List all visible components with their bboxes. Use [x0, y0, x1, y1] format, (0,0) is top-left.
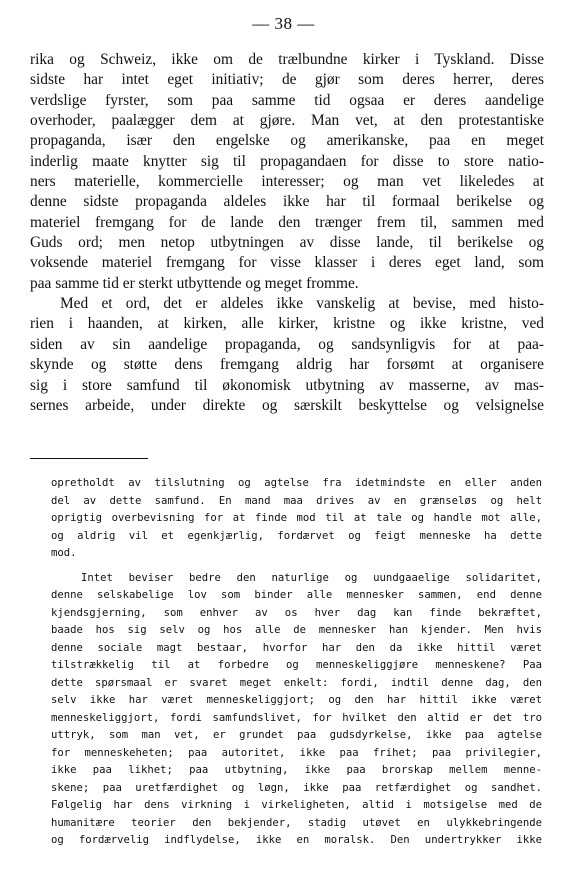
footnote-line: Intet beviser bedre den naturlige og uundgaaelige solidaritet,	[81, 571, 542, 584]
text-line: propaganda, især den engelske og amerikanske, paa en meget	[30, 132, 544, 150]
text-line: rien i haanden, at kirken, alle kirker, kristne og ikke kristne, ved	[30, 315, 544, 333]
footnote-line: opretholdt av tilslutning og agtelse fra idetmindste en eller anden	[51, 477, 542, 489]
text-line: Guds ord; men netop utbytningen av disse lande, til berikelse og	[30, 234, 544, 252]
text-line: sig i store samfund til økonomisk utbytning av masserne, av mas-	[30, 376, 544, 394]
footnote-line: menneskeliggjort, fordi samfundslivet, for hvilket den altid er det tro	[51, 711, 542, 724]
text-line: sidste har intet eget initiativ; de gjør som deres herrer, deres	[30, 71, 544, 89]
text-line: inderlig maate knytter sig til propagandaen for disse to store natio-	[30, 152, 544, 170]
text-line: paa samme tid er sterkt utbyttende og meget fromme.	[30, 274, 359, 292]
footnote-line: ikke paa likhet; paa utbytning, ikke paa brorskap mellem menne-	[51, 764, 542, 776]
footnote-line: og fordærvelig indflydelse, ikke en moralsk. Den undertrykker ikke	[51, 834, 542, 846]
footnote-paragraph	[51, 475, 542, 563]
page-number: — 38 —	[252, 14, 315, 33]
footnote-line: skene; paa uretfærdighet og løgn, ikke paa retfærdighet og sandhet.	[51, 781, 542, 794]
text-line: Med et ord, det er aldeles ikke vanskelig at bevise, med histo-	[60, 295, 544, 313]
footnote-line: dette spørsmaal er svaret meget enkelt: fordi, indtil denne dag, den	[51, 676, 542, 689]
footnote-text	[51, 475, 542, 850]
text-line: denne sidste propaganda aldeles ikke har til formaal berikelse og	[30, 193, 544, 211]
text-line: materiel fremgang for de lande den trænger frem til, sammen med	[30, 213, 544, 231]
paragraph	[30, 50, 544, 294]
text-line: siden av sin aandelige propaganda, og sandsynligvis for at paa-	[30, 335, 544, 353]
footnote-line: selv ikke har været menneskeliggjort; og den har hittil ikke været	[51, 694, 542, 706]
text-line: ners materielle, kommercielle interesser; og man vet likeledes at	[30, 173, 544, 191]
footnote-paragraph	[51, 570, 542, 850]
main-body-text	[30, 50, 544, 416]
footnote-line: og aldrig vil et egenkjærlig, fordærvet og feigt menneske ha dette	[51, 529, 542, 542]
footnote-line: kjendsgjerning, som enhver av os hver dag kan finde bekræftet,	[51, 606, 542, 619]
text-line: voksende materiel fremgang for visse klasser i deres eget land, som	[30, 254, 544, 272]
text-line: skynde og støtte dens fremgang aldrig har forsømt at organisere	[30, 356, 544, 374]
footnote-line: del av dette samfund. En mand maa drives av en grænseløs og helt	[51, 494, 542, 507]
footnote-line: humanitære teorier den bekjender, stadig utøvet en ulykkebringende	[51, 816, 542, 829]
text-line: rika og Schweiz, ikke om de trælbundne kirker i Tyskland. Disse	[30, 51, 544, 68]
footnote-line: Følgelig har dens virkning i virkeligheten, altid i motsigelse med de	[51, 799, 542, 811]
paragraph	[30, 294, 544, 416]
footnote-line: denne sociale magt bestaar, hvorfor har den da ikke hittil været	[51, 641, 542, 654]
footnote-line: baade hos sig selv og hos alle de mennesker han kjender. Men hvis	[51, 624, 542, 636]
footnote-line: denne selskabelige lov som binder alle mennesker sammen, end denne	[51, 589, 542, 601]
text-line: verdslige fyrster, som paa samme tid ogsaa er deres aandelige	[30, 91, 544, 109]
footnote-line: mod.	[51, 547, 77, 559]
footnote-line: oprigtig overbevisning for at finde mod til at tale og handle mot alle,	[51, 512, 542, 524]
footnote-line: for menneskeheten; paa autoritet, ikke paa frihet; paa privilegier,	[51, 746, 542, 759]
footnote-line: uttryk, som man vet, er grundet paa gudsdyrkelse, ikke paa agtelse	[51, 729, 542, 741]
text-line: sernes arbeide, under direkte og særskilt beskyttelse og velsignelse	[30, 396, 544, 414]
footnote-divider	[30, 458, 148, 459]
text-line: overhoder, paalægger dem at gjøre. Man vet, at den protestantiske	[30, 112, 544, 130]
footnote-line: tilstrækkelig til at forbedre og menneskeliggjøre menneskene? Paa	[51, 659, 542, 671]
